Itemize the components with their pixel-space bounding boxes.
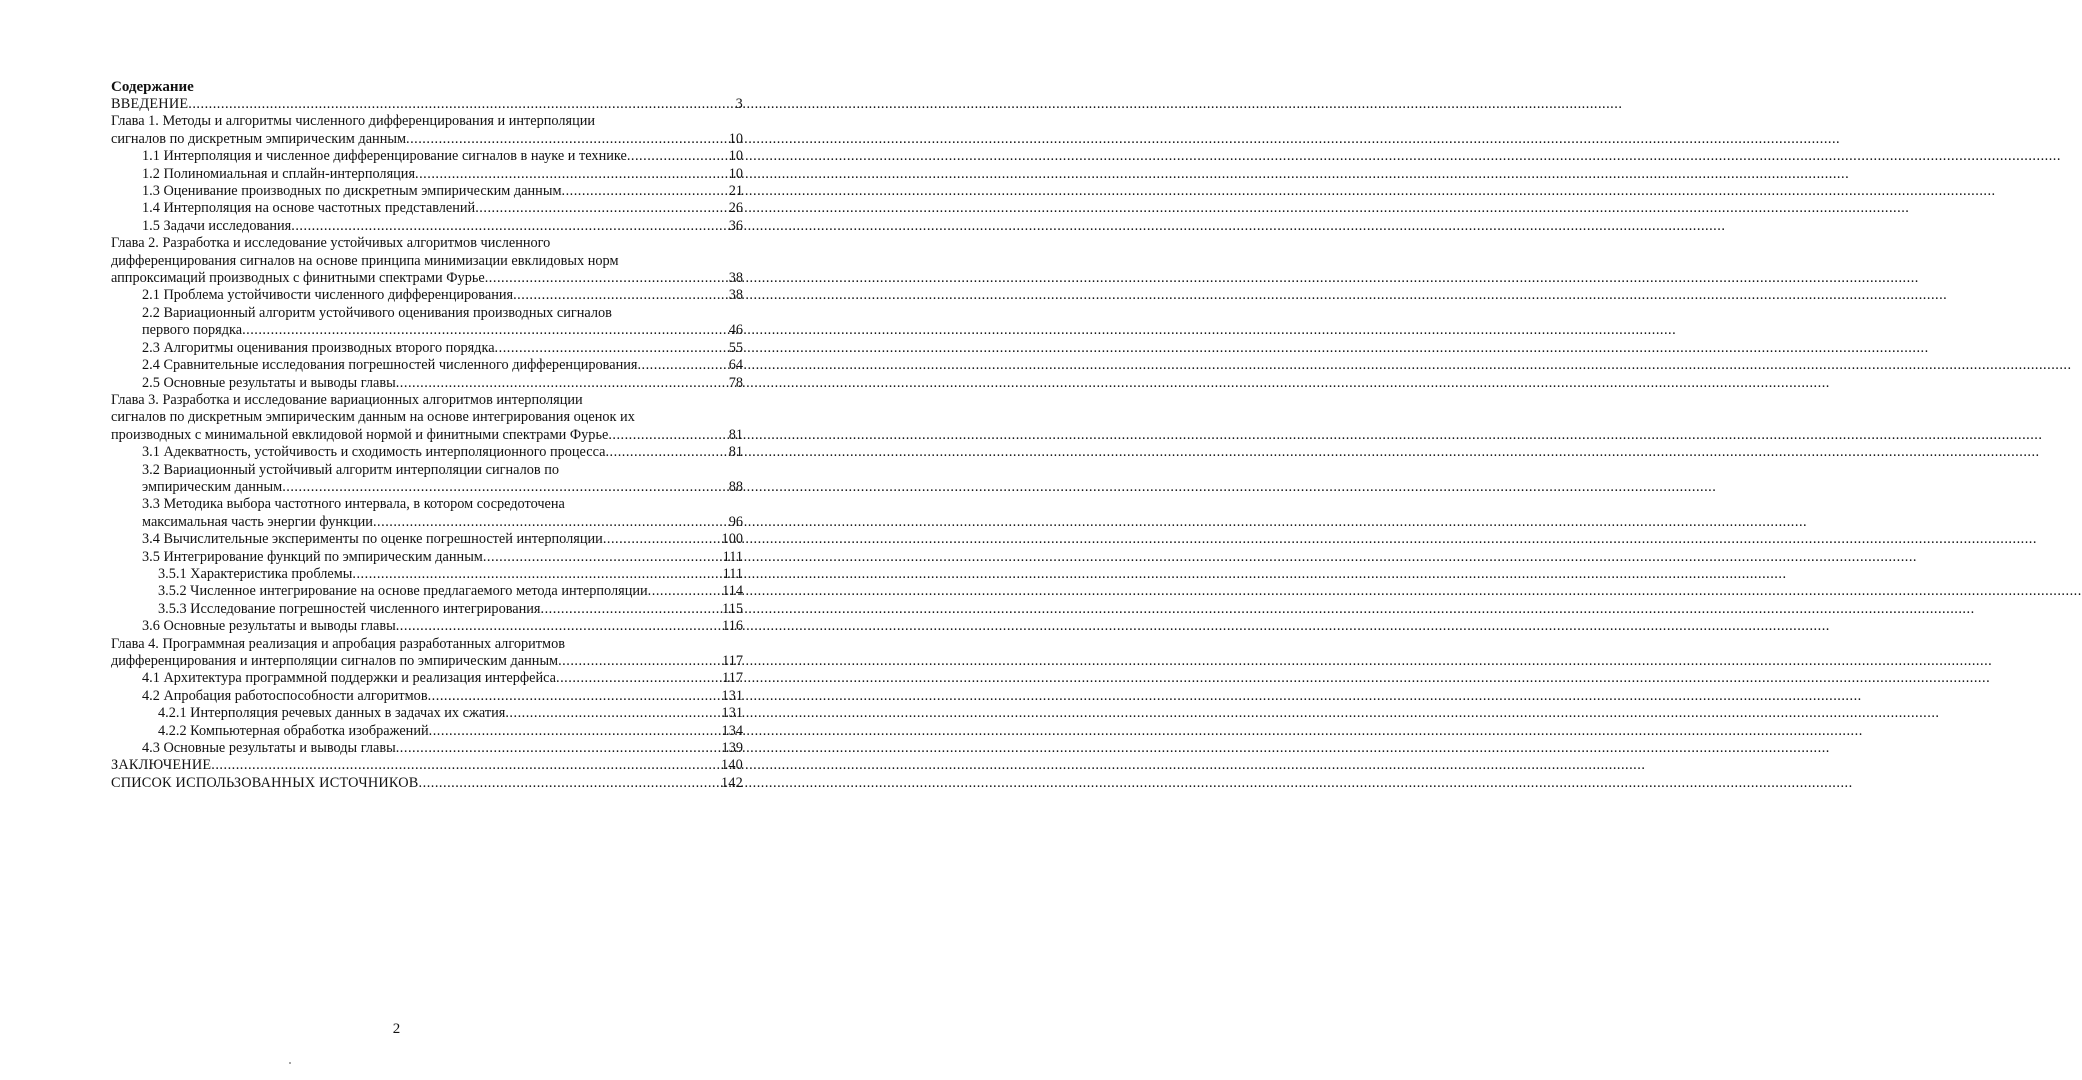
toc-entry-line: Глава 2. Разработка и исследование устойчивых алгоритмов численного bbox=[111, 235, 551, 252]
toc-page-number: 140 bbox=[720, 757, 743, 774]
toc-entry-row bbox=[111, 775, 743, 792]
dot-leader bbox=[211, 757, 720, 774]
toc-entry-row bbox=[142, 340, 743, 357]
toc-entry-row bbox=[158, 601, 743, 618]
toc-page-number: 10 bbox=[728, 148, 743, 165]
toc-page-number: 114 bbox=[722, 583, 743, 600]
toc-entry-title: СПИСОК ИСПОЛЬЗОВАННЫХ ИСТОЧНИКОВ bbox=[111, 774, 419, 791]
dot-leader bbox=[603, 531, 721, 548]
toc-entry[interactable] bbox=[158, 566, 743, 583]
toc-entry-line: 3.3 Методика выбора частотного интервала, в котором сосредоточена bbox=[142, 496, 565, 513]
toc-entry-row bbox=[142, 670, 743, 687]
dot-leader bbox=[505, 705, 720, 722]
dot-leader bbox=[556, 670, 721, 687]
toc-entry-title: 4.1 Архитектура программной поддержки и реализация интерфейса bbox=[142, 670, 557, 687]
toc-entry[interactable] bbox=[142, 200, 743, 217]
toc-entry[interactable] bbox=[111, 757, 743, 774]
dot-leader bbox=[483, 549, 722, 566]
toc-page-number: 139 bbox=[721, 740, 743, 757]
toc-entry-row bbox=[142, 183, 743, 200]
dot-leader bbox=[406, 131, 728, 148]
toc-entry-row bbox=[142, 357, 743, 374]
toc-entry[interactable] bbox=[142, 496, 743, 531]
toc-page-number: 10 bbox=[728, 165, 743, 182]
dot-leader bbox=[513, 287, 728, 304]
dot-leader bbox=[485, 270, 728, 287]
toc-page-number: 38 bbox=[728, 287, 743, 304]
dot-leader bbox=[419, 775, 720, 792]
toc-page-number: 26 bbox=[728, 200, 743, 217]
toc-entry-line: Глава 4. Программная реализация и апробация разработанных алгоритмов bbox=[111, 635, 565, 652]
toc-entry-row bbox=[158, 705, 743, 722]
toc-entry-title: 3.5.1 Характеристика проблемы bbox=[158, 565, 353, 582]
dot-leader bbox=[396, 740, 721, 757]
toc-entry-title: 2.5 Основные результаты и выводы главы bbox=[142, 374, 396, 391]
toc-entry-row bbox=[142, 688, 743, 705]
toc-page-number: 142 bbox=[720, 774, 743, 791]
toc-entry-title: сигналов по дискретным эмпирическим данным bbox=[111, 130, 406, 147]
toc-page-number: 21 bbox=[728, 183, 743, 200]
toc-entry[interactable] bbox=[111, 636, 743, 671]
toc-entry[interactable] bbox=[142, 670, 743, 687]
document-page bbox=[0, 0, 793, 1080]
dot-leader bbox=[291, 218, 727, 235]
toc-entry-row bbox=[111, 270, 743, 287]
toc-entry-title: 4.2 Апробация работоспособности алгоритмов bbox=[142, 687, 428, 704]
toc-entry[interactable] bbox=[142, 183, 743, 200]
toc-entry[interactable] bbox=[158, 601, 743, 618]
toc-entry-title: 2.1 Проблема устойчивости численного дифференцирования bbox=[142, 287, 514, 304]
dot-leader bbox=[475, 200, 727, 217]
toc-entry-title: 2.3 Алгоритмы оценивания производных второго порядка bbox=[142, 339, 495, 356]
toc-entry-row bbox=[142, 618, 743, 635]
toc-page-number: 88 bbox=[728, 478, 743, 495]
toc-entry-line: сигналов по дискретным эмпирическим данным на основе интегрирования оценок их bbox=[111, 409, 635, 426]
dot-leader bbox=[562, 183, 728, 200]
dot-leader bbox=[188, 96, 734, 113]
toc-entry[interactable] bbox=[111, 235, 743, 287]
toc-entry-title: 3.5 Интегрирование функций по эмпирическим данным bbox=[142, 548, 483, 565]
dot-leader bbox=[627, 148, 728, 165]
toc-entry-title: 3.6 Основные результаты и выводы главы bbox=[142, 618, 396, 635]
toc-entry-row bbox=[142, 531, 743, 548]
dot-leader bbox=[352, 566, 721, 583]
toc-entry-title: аппроксимаций производных с финитными спектрами Фурье bbox=[111, 270, 485, 287]
toc-entry[interactable] bbox=[158, 723, 743, 740]
toc-entry[interactable] bbox=[142, 287, 743, 304]
dot-leader bbox=[415, 166, 728, 183]
toc-title: Содержание bbox=[111, 79, 194, 95]
toc-entry-line: Глава 1. Методы и алгоритмы численного дифференцирования и интерполяции bbox=[111, 113, 596, 130]
toc-entry-title: максимальная часть энергии функции bbox=[142, 513, 373, 530]
table-of-contents bbox=[111, 96, 743, 792]
toc-entry-row bbox=[142, 375, 743, 392]
toc-entry-title: 3.5.3 Исследование погрешностей численного интегрирования bbox=[158, 600, 541, 617]
toc-entry-row bbox=[142, 479, 743, 496]
toc-page-number: 111 bbox=[722, 565, 743, 582]
toc-entry[interactable] bbox=[142, 618, 743, 635]
toc-entry[interactable] bbox=[158, 583, 743, 600]
toc-entry-row bbox=[111, 96, 743, 113]
toc-page-number: 131 bbox=[721, 705, 743, 722]
toc-entry-line: дифференцирования сигналов на основе принципа минимизации евклидовых норм bbox=[111, 252, 619, 269]
toc-page-number: 10 bbox=[728, 130, 743, 147]
toc-page-number: 111 bbox=[722, 548, 743, 565]
toc-entry-row bbox=[111, 131, 743, 148]
toc-entry-row bbox=[142, 200, 743, 217]
toc-entry-title: дифференцирования и интерполяции сигналов по эмпирическим данным bbox=[111, 653, 559, 669]
toc-entry[interactable] bbox=[142, 305, 743, 340]
toc-entry-row bbox=[142, 218, 743, 235]
toc-page-number: 38 bbox=[728, 270, 743, 287]
toc-entry[interactable] bbox=[111, 113, 743, 148]
toc-entry-title: первого порядка bbox=[142, 322, 243, 339]
toc-page-number: 81 bbox=[728, 444, 743, 461]
toc-page-number: 115 bbox=[722, 600, 743, 617]
toc-entry-title: 1.4 Интерполяция на основе частотных представлений bbox=[142, 200, 476, 217]
toc-page-number: 96 bbox=[728, 513, 743, 530]
toc-entry-title: 1.5 Задачи исследования bbox=[142, 217, 292, 234]
toc-entry-row bbox=[142, 287, 743, 304]
toc-page-number: 100 bbox=[721, 531, 743, 548]
toc-entry-row bbox=[142, 148, 743, 165]
toc-entry-title: производных с минимальной евклидовой нормой и финитными спектрами Фурье bbox=[111, 426, 609, 443]
dot-leader bbox=[608, 427, 727, 444]
dot-leader bbox=[428, 688, 721, 705]
dot-leader bbox=[495, 340, 728, 357]
toc-entry[interactable] bbox=[142, 166, 743, 183]
toc-entry-row bbox=[142, 740, 743, 757]
toc-entry[interactable] bbox=[111, 775, 743, 792]
dot-leader bbox=[396, 618, 721, 635]
toc-entry[interactable] bbox=[142, 740, 743, 757]
toc-entry-row bbox=[142, 549, 743, 566]
toc-entry[interactable] bbox=[142, 462, 743, 497]
dot-leader bbox=[637, 357, 727, 374]
dot-leader bbox=[541, 601, 722, 618]
toc-entry[interactable] bbox=[142, 688, 743, 705]
toc-page-number: 116 bbox=[722, 618, 743, 635]
toc-page-number: 55 bbox=[728, 339, 743, 356]
dot-leader bbox=[429, 723, 721, 740]
toc-entry[interactable] bbox=[142, 549, 743, 566]
toc-entry-title: 4.2.1 Интерполяция речевых данных в задачах их сжатия bbox=[158, 705, 506, 722]
toc-entry[interactable] bbox=[142, 340, 743, 357]
toc-entry-row bbox=[142, 514, 743, 531]
toc-entry-title: 4.3 Основные результаты и выводы главы bbox=[142, 740, 396, 757]
toc-entry-title: 1.2 Полиномиальная и сплайн-интерполяция bbox=[142, 165, 416, 182]
toc-entry[interactable] bbox=[142, 375, 743, 392]
toc-entry[interactable] bbox=[142, 218, 743, 235]
toc-entry-row bbox=[158, 583, 743, 600]
dot-leader bbox=[373, 514, 728, 531]
toc-entry-title: 3.1 Адекватность, устойчивость и сходимость интерполяционного процесса bbox=[142, 444, 606, 461]
toc-entry-row bbox=[111, 757, 743, 774]
toc-page-number: 131 bbox=[721, 687, 743, 704]
toc-entry-row bbox=[111, 427, 743, 444]
toc-entry-row bbox=[158, 723, 743, 740]
toc-entry-line: 2.2 Вариационный алгоритм устойчивого оценивания производных сигналов bbox=[142, 304, 612, 321]
dot-leader bbox=[605, 444, 727, 461]
toc-entry-line: 3.2 Вариационный устойчивый алгоритм интерполяции сигналов по bbox=[142, 461, 560, 478]
page-number: 2 bbox=[392, 1021, 401, 1037]
toc-entry[interactable] bbox=[111, 96, 743, 113]
toc-entry-row bbox=[142, 444, 743, 461]
dot-leader bbox=[282, 479, 728, 496]
dot-leader bbox=[242, 322, 728, 339]
toc-page-number: 78 bbox=[728, 374, 743, 391]
toc-entry-title: 3.4 Вычислительные эксперименты по оценке погрешностей интерполяции bbox=[142, 531, 603, 548]
toc-entry[interactable] bbox=[142, 357, 743, 374]
dot-leader bbox=[558, 653, 721, 670]
toc-entry-title: 2.4 Сравнительные исследования погрешностей численного дифференцирования bbox=[142, 357, 638, 374]
toc-page-number: 81 bbox=[728, 426, 743, 443]
toc-entry-row bbox=[142, 166, 743, 183]
toc-entry[interactable] bbox=[158, 705, 743, 722]
toc-entry-row bbox=[142, 322, 743, 339]
toc-page-number: 3 bbox=[735, 96, 743, 112]
toc-entry-title: 1.3 Оценивание производных по дискретным эмпирическим данным bbox=[142, 183, 562, 200]
toc-entry-line: Глава 3. Разработка и исследование вариационных алгоритмов интерполяции bbox=[111, 391, 583, 408]
toc-entry-row bbox=[158, 566, 743, 583]
toc-entry-title: 3.5.2 Численное интегрирование на основе предлагаемого метода интерполяции bbox=[158, 583, 648, 600]
toc-page-number: 46 bbox=[728, 322, 743, 339]
toc-page-number: 117 bbox=[722, 653, 743, 669]
toc-entry-title: эмпирическим данным bbox=[142, 478, 283, 495]
toc-entry[interactable] bbox=[111, 392, 743, 444]
dot-leader bbox=[396, 375, 728, 392]
toc-entry-title: ЗАКЛЮЧЕНИЕ bbox=[111, 757, 212, 774]
toc-page-number: 134 bbox=[721, 722, 743, 739]
dot-leader bbox=[648, 583, 721, 600]
toc-entry-title: ВВЕДЕНИЕ bbox=[111, 96, 189, 112]
toc-page-number: 64 bbox=[728, 357, 743, 374]
toc-entry[interactable] bbox=[142, 148, 743, 165]
toc-entry-title: 1.1 Интерполяция и численное дифференцирование сигналов в науке и технике bbox=[142, 148, 627, 165]
scan-speck bbox=[289, 1062, 291, 1064]
toc-entry-row bbox=[111, 653, 743, 670]
toc-page-number: 36 bbox=[728, 217, 743, 234]
toc-entry-title: 4.2.2 Компьютерная обработка изображений bbox=[158, 722, 429, 739]
toc-entry[interactable] bbox=[142, 444, 743, 461]
toc-page-number: 117 bbox=[722, 670, 743, 687]
toc-entry[interactable] bbox=[142, 531, 743, 548]
